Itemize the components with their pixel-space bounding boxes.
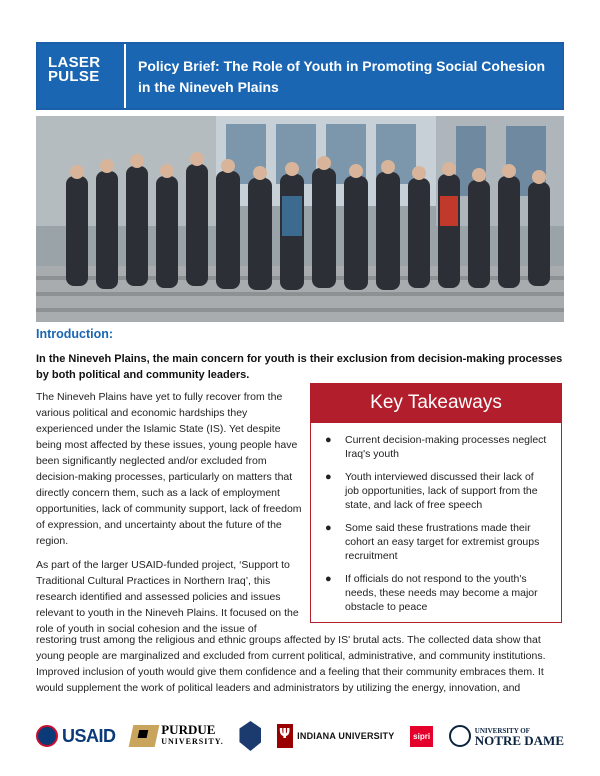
bullet-icon: ● <box>325 471 332 483</box>
paragraph-2: As part of the larger USAID-funded project, ‘Support to Traditional Cultural Practices in Northern Iraq’, this research identified and assessed policies and issues relevant to youth in the Nineveh Plains. It focused on the role of youth in social cohesion and the issue of <box>36 559 299 635</box>
takeaway-item <box>323 470 547 512</box>
key-takeaways-heading: Key Takeaways <box>311 384 561 423</box>
partner-logos <box>36 716 564 756</box>
usaid-seal-icon <box>36 725 58 747</box>
iu-wordmark: INDIANA UNIVERSITY <box>297 731 395 741</box>
nd-main: NOTRE DAME <box>474 733 564 748</box>
logo-line-2: PULSE <box>48 68 100 85</box>
takeaway-text: Youth interviewed discussed their lack of job opportunities, lack of support from the state, and lack of free speech <box>345 471 538 511</box>
purdue-logo <box>131 724 224 748</box>
purdue-wordmark <box>161 724 224 748</box>
nd-top: UNIVERSITY OF <box>474 727 530 735</box>
lead-sentence: In the Nineveh Plains, the main concern for youth is their exclusion from decision-making processes by both political and community leaders. <box>36 353 563 381</box>
crest-icon <box>239 721 261 751</box>
iu-trident-icon <box>277 724 293 748</box>
group-photo-illustration <box>36 116 564 322</box>
page-title: Policy Brief: The Role of Youth in Promoting Social Cohesion in the Nineveh Plains <box>138 58 546 95</box>
takeaway-item <box>323 433 547 461</box>
takeaway-text: If officials do not respond to the youth's needs, these needs may become a major obstacle to peace <box>345 573 538 613</box>
logo-line-1: LASER <box>48 54 101 71</box>
key-takeaways-list <box>311 423 561 614</box>
crest-logo <box>239 721 261 751</box>
introduction-heading: Introduction: <box>36 327 114 341</box>
paragraph-1: The Nineveh Plains have yet to fully recover from the various political and economic hardships they experienced under the Islamic State (IS). Yet despite being most affected by these issues, young people have been significantly neglected and/or excluded from decision-making processes, particularly on matters that directly concern them, such as a lack of employment opportunities, lack of community support, lack of freedom of expression, and uncertainty about the future of the region. <box>36 391 302 547</box>
purdue-p-icon <box>129 725 160 747</box>
indiana-university-logo <box>277 724 394 748</box>
usaid-wordmark: USAID <box>62 725 116 746</box>
bullet-icon: ● <box>325 573 332 585</box>
notre-dame-wordmark <box>475 726 564 746</box>
sipri-wordmark: sipri <box>410 726 433 747</box>
key-takeaways-box <box>310 383 562 623</box>
header-banner <box>36 42 564 110</box>
purdue-sub: UNIVERSITY. <box>161 737 224 746</box>
purdue-main: PURDUE <box>161 722 216 737</box>
takeaway-item <box>323 521 547 563</box>
group-photo <box>36 116 564 322</box>
bullet-icon: ● <box>325 434 332 446</box>
notre-dame-logo <box>449 725 564 747</box>
bullet-icon: ● <box>325 522 332 534</box>
left-column-text <box>36 389 306 645</box>
takeaway-text: Some said these frustrations made their cohort an easy target for extremist groups recruitment <box>345 522 540 562</box>
notre-dame-seal-icon <box>449 725 471 747</box>
sipri-logo <box>410 726 433 747</box>
laser-pulse-logo <box>38 44 126 108</box>
paragraph-continued: restoring trust among the religious and ethnic groups affected by IS' brutal acts. The collected data show that young people are marginalized and excluded from current political, administrative, and community institutions. Improved inclusion of youth would give them confidence and a feeling that their community embraces them. It would supplement the work of political leaders and administrators by utilizing the energy, innovation, and <box>36 634 546 694</box>
takeaway-text: Current decision-making processes neglect Iraq's youth <box>345 434 547 460</box>
usaid-logo <box>36 725 116 747</box>
takeaway-item <box>323 572 547 614</box>
